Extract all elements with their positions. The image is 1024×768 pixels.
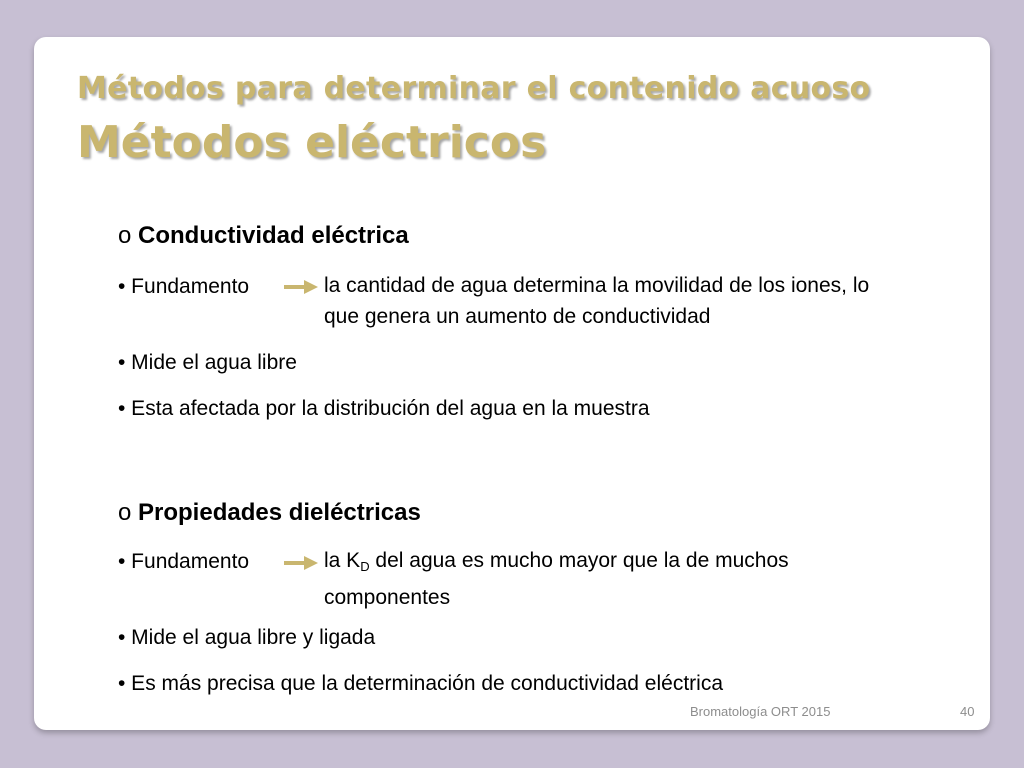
bullet-item: • Mide el agua libre	[118, 351, 297, 374]
arrow-right-icon	[284, 556, 318, 570]
fundamento-text: la $K_D$ del agua es mucho mayor que la de muchos componentes	[324, 549, 789, 609]
fundamento-text: la cantidad de agua determina la movilidad de los iones, lo que genera un aumento de conductividad	[324, 274, 870, 328]
fundamento-label: • Fundamento	[118, 275, 250, 298]
section-heading-conductividad: o Conductividad eléctrica	[118, 222, 409, 249]
slide	[34, 37, 990, 730]
section-heading-dielectricas: o Propiedades dieléctricas	[118, 499, 421, 526]
arrow-right-icon	[284, 280, 318, 294]
bullet-item: • Esta afectada por la distribución del agua en la muestra	[118, 397, 650, 420]
page-number: 40	[960, 704, 975, 719]
bullet-item: • Mide el agua libre y ligada	[118, 626, 376, 649]
footer-course: Bromatología ORT 2015	[690, 704, 831, 719]
bullet-item: • Es más precisa que la determinación de conductividad eléctrica	[118, 672, 724, 695]
fundamento-label: • Fundamento	[118, 550, 250, 573]
slide-subtitle: Métodos eléctricos	[77, 117, 547, 168]
slide-title: Métodos para determinar el contenido acuoso	[77, 71, 871, 106]
